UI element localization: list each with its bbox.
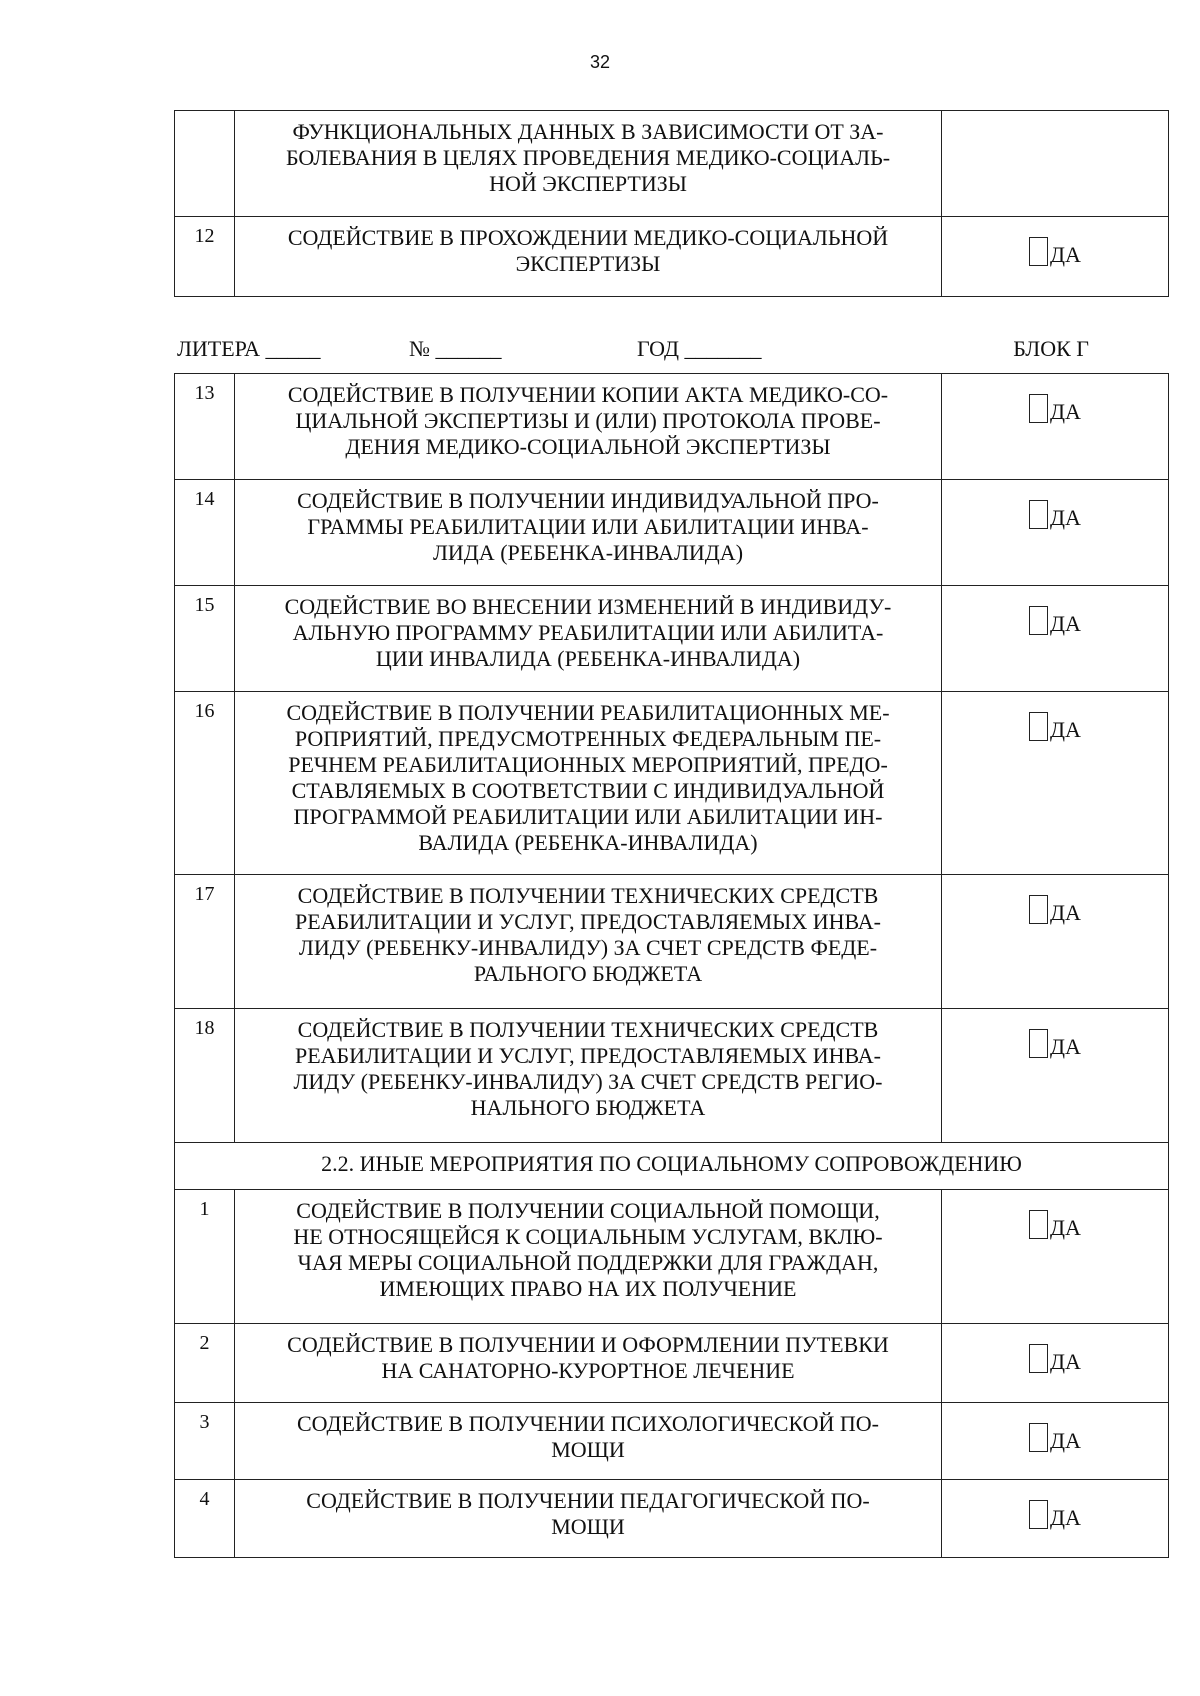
checkbox-label: ДА: [1050, 1034, 1081, 1059]
checkbox-cell[interactable]: [942, 586, 1169, 692]
table-row: [175, 1403, 1169, 1480]
top-table: [174, 110, 1169, 297]
page-number: 32: [589, 52, 611, 72]
empty-cell: [942, 111, 1169, 217]
checkbox-cell[interactable]: [942, 1190, 1169, 1324]
checkbox-icon[interactable]: [1029, 1344, 1048, 1373]
row-text: СОДЕЙСТВИЕ В ПОЛУЧЕНИИ СОЦИАЛЬНОЙ ПОМОЩИ, НЕ ОТНОСЯЩЕЙСЯ К СОЦИАЛЬНЫМ УСЛУГАМ, ВКЛЮ- ЧАЯ МЕРЫ СОЦИАЛЬНОЙ ПОДДЕРЖКИ ДЛЯ ГРАЖДАН, ИМЕЮЩИХ ПРАВО НА ИХ ПОЛУЧЕНИЕ: [235, 1190, 942, 1324]
row-text: СОДЕЙСТВИЕ В ПРОХОЖДЕНИИ МЕДИКО-СОЦИАЛЬНОЙ ЭКСПЕРТИЗЫ: [235, 217, 942, 297]
row-number: 2: [175, 1324, 235, 1403]
row-number: 16: [175, 692, 235, 875]
checkbox-icon[interactable]: [1029, 237, 1048, 266]
row-text: СОДЕЙСТВИЕ В ПОЛУЧЕНИИ ПЕДАГОГИЧЕСКОЙ ПО- МОЩИ: [235, 1480, 942, 1558]
table-row: [175, 875, 1169, 1009]
row-text: СОДЕЙСТВИЕ В ПОЛУЧЕНИИ ИНДИВИДУАЛЬНОЙ ПРО- ГРАММЫ РЕАБИЛИТАЦИИ ИЛИ АБИЛИТАЦИИ ИНВА- ЛИДА (РЕБЕНКА-ИНВАЛИДА): [235, 480, 942, 586]
row-number: 15: [175, 586, 235, 692]
row-text: ФУНКЦИОНАЛЬНЫХ ДАННЫХ В ЗАВИСИМОСТИ ОТ ЗА- БОЛЕВАНИЯ В ЦЕЛЯХ ПРОВЕДЕНИЯ МЕДИКО-СОЦИАЛЬ- НОЙ ЭКСПЕРТИЗЫ: [235, 111, 942, 217]
checkbox-icon[interactable]: [1029, 712, 1048, 741]
table-row: [175, 1190, 1169, 1324]
checkbox-icon[interactable]: [1029, 606, 1048, 635]
row-text: СОДЕЙСТВИЕ В ПОЛУЧЕНИИ ТЕХНИЧЕСКИХ СРЕДСТВ РЕАБИЛИТАЦИИ И УСЛУГ, ПРЕДОСТАВЛЯЕМЫХ ИНВА- ЛИДУ (РЕБЕНКУ-ИНВАЛИДУ) ЗА СЧЕТ СРЕДСТВ ФЕДЕ- РАЛЬНОГО БЮДЖЕТА: [235, 875, 942, 1009]
checkbox-icon[interactable]: [1029, 1500, 1048, 1529]
block-label: БЛОК Г: [1013, 336, 1089, 361]
checkbox-label: ДА: [1050, 1349, 1081, 1374]
row-number: 1: [175, 1190, 235, 1324]
checkbox-icon[interactable]: [1029, 500, 1048, 529]
block-header: [177, 336, 1089, 366]
row-number: 3: [175, 1403, 235, 1480]
checkbox-cell[interactable]: [942, 1009, 1169, 1143]
checkbox-icon[interactable]: [1029, 895, 1048, 924]
checkbox-label: ДА: [1050, 1505, 1081, 1530]
row-text: СОДЕЙСТВИЕ В ПОЛУЧЕНИИ И ОФОРМЛЕНИИ ПУТЕВКИ НА САНАТОРНО-КУРОРТНОЕ ЛЕЧЕНИЕ: [235, 1324, 942, 1403]
checkbox-icon[interactable]: [1029, 1029, 1048, 1058]
table-row: [175, 586, 1169, 692]
row-text: СОДЕЙСТВИЕ ВО ВНЕСЕНИИ ИЗМЕНЕНИЙ В ИНДИВИДУ- АЛЬНУЮ ПРОГРАММУ РЕАБИЛИТАЦИИ ИЛИ АБИЛИТА- ЦИИ ИНВАЛИДА (РЕБЕНКА-ИНВАЛИДА): [235, 586, 942, 692]
checkbox-label: ДА: [1050, 1215, 1081, 1240]
row-number: 4: [175, 1480, 235, 1558]
checkbox-label: ДА: [1050, 717, 1081, 742]
checkbox-icon[interactable]: [1029, 394, 1048, 423]
row-number: 12: [175, 217, 235, 297]
checkbox-cell[interactable]: [942, 217, 1169, 297]
checkbox-cell[interactable]: [942, 1480, 1169, 1558]
checkbox-label: ДА: [1050, 242, 1081, 267]
table-row: [175, 1324, 1169, 1403]
row-text: СОДЕЙСТВИЕ В ПОЛУЧЕНИИ РЕАБИЛИТАЦИОННЫХ МЕ- РОПРИЯТИЙ, ПРЕДУСМОТРЕННЫХ ФЕДЕРАЛЬНЫМ ПЕ- РЕЧНЕМ РЕАБИЛИТАЦИОННЫХ МЕРОПРИЯТИЙ, ПРЕДО- СТАВЛЯЕМЫХ В СООТВЕТСТВИИ С ИНДИВИДУАЛЬНОЙ ПРОГРАММОЙ РЕАБИЛИТАЦИИ ИЛИ АБИЛИТАЦИИ ИН- ВАЛИДА (РЕБЕНКА-ИНВАЛИДА): [235, 692, 942, 875]
table-row: [175, 111, 1169, 217]
checkbox-cell[interactable]: [942, 875, 1169, 1009]
section-row: [175, 1143, 1169, 1190]
table-row: [175, 374, 1169, 480]
year-field: ГОД _______: [637, 336, 762, 361]
number-field: № ______: [409, 336, 502, 361]
checkbox-cell[interactable]: [942, 692, 1169, 875]
table-row: [175, 480, 1169, 586]
checkbox-label: ДА: [1050, 505, 1081, 530]
row-number: 17: [175, 875, 235, 1009]
checkbox-label: ДА: [1050, 900, 1081, 925]
checkbox-label: ДА: [1050, 1428, 1081, 1453]
row-number: 18: [175, 1009, 235, 1143]
section-title: 2.2. ИНЫЕ МЕРОПРИЯТИЯ ПО СОЦИАЛЬНОМУ СОПРОВОЖДЕНИЮ: [175, 1143, 1169, 1190]
checkbox-cell[interactable]: [942, 1403, 1169, 1480]
table-row: [175, 692, 1169, 875]
checkbox-label: ДА: [1050, 611, 1081, 636]
row-text: СОДЕЙСТВИЕ В ПОЛУЧЕНИИ КОПИИ АКТА МЕДИКО-СО- ЦИАЛЬНОЙ ЭКСПЕРТИЗЫ И (ИЛИ) ПРОТОКОЛА ПРОВЕ- ДЕНИЯ МЕДИКО-СОЦИАЛЬНОЙ ЭКСПЕРТИЗЫ: [235, 374, 942, 480]
main-table: [174, 373, 1169, 1558]
checkbox-cell[interactable]: [942, 1324, 1169, 1403]
table-row: [175, 1480, 1169, 1558]
table-row: [175, 217, 1169, 297]
checkbox-cell[interactable]: [942, 374, 1169, 480]
litera-field: ЛИТЕРА _____: [177, 336, 321, 361]
row-number: 14: [175, 480, 235, 586]
checkbox-label: ДА: [1050, 399, 1081, 424]
row-text: СОДЕЙСТВИЕ В ПОЛУЧЕНИИ ПСИХОЛОГИЧЕСКОЙ ПО- МОЩИ: [235, 1403, 942, 1480]
checkbox-icon[interactable]: [1029, 1210, 1048, 1239]
row-number: [175, 111, 235, 217]
checkbox-icon[interactable]: [1029, 1423, 1048, 1452]
table-row: [175, 1009, 1169, 1143]
row-number: 13: [175, 374, 235, 480]
row-text: СОДЕЙСТВИЕ В ПОЛУЧЕНИИ ТЕХНИЧЕСКИХ СРЕДСТВ РЕАБИЛИТАЦИИ И УСЛУГ, ПРЕДОСТАВЛЯЕМЫХ ИНВА- ЛИДУ (РЕБЕНКУ-ИНВАЛИДУ) ЗА СЧЕТ СРЕДСТВ РЕГИО- НАЛЬНОГО БЮДЖЕТА: [235, 1009, 942, 1143]
checkbox-cell[interactable]: [942, 480, 1169, 586]
